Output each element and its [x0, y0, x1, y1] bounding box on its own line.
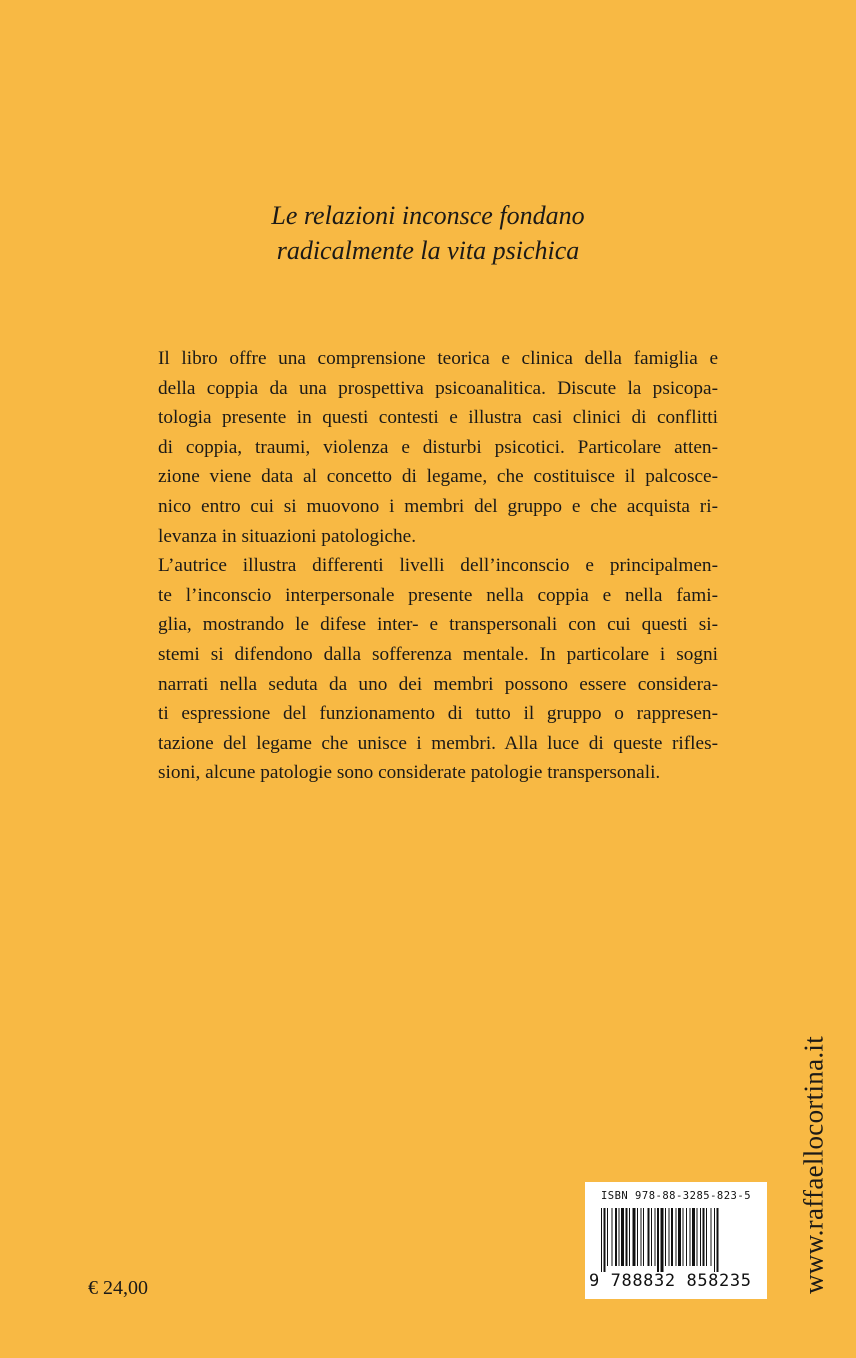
- description-line: zione viene data al concetto di legame, che costituisce il palcosce-: [158, 466, 718, 488]
- description-line: narrati nella seduta da uno dei membri possono essere considera-: [158, 673, 718, 695]
- description-line: tologia presente in questi contesti e illustra casi clinici di conflitti: [158, 407, 718, 429]
- isbn-barcode-block: [585, 1182, 767, 1299]
- barcode-icon: [601, 1208, 751, 1272]
- description-line: della coppia da una prospettiva psicoanalitica. Discute la psicopa-: [158, 377, 718, 399]
- publisher-website: [797, 1030, 831, 1300]
- description-line: L’autrice illustra differenti livelli dell’inconscio e principalmen-: [158, 555, 718, 577]
- barcode-number: 9 788832 858235: [589, 1271, 752, 1291]
- description-line: sioni, alcune patologie sono considerate patologie transpersonali.: [158, 762, 661, 784]
- description-line: nico entro cui si muovono i membri del gruppo e che acquista ri-: [158, 495, 718, 517]
- description-line: ti espressione del funzionamento di tutto il gruppo o rappresen-: [158, 703, 718, 725]
- tagline-line-2: radicalmente la vita psichica: [276, 236, 580, 265]
- publisher-website-text: www.raffaellocortina.it: [798, 1035, 829, 1295]
- description-line: di coppia, traumi, violenza e disturbi psicotici. Particolare atten-: [158, 436, 718, 458]
- tagline-line-1: Le relazioni inconsce fondano: [271, 201, 585, 230]
- back-cover-tagline: [0, 198, 856, 268]
- price-label: € 24,00: [88, 1277, 148, 1299]
- description-line: tazione del legame che unisce i membri. Alla luce di queste rifles-: [158, 732, 718, 754]
- description-line: stemi si difendono dalla sofferenza mentale. In particolare i sogni: [158, 643, 718, 665]
- description-line: glia, mostrando le difese inter- e transpersonali con cui questi si-: [158, 614, 718, 636]
- description-line: te l’inconscio interpersonale presente nella coppia e nella fami-: [158, 584, 718, 606]
- book-description: [158, 344, 718, 788]
- description-line: Il libro offre una comprensione teorica e clinica della famiglia e: [158, 348, 718, 369]
- description-line: levanza in situazioni patologiche.: [158, 525, 417, 547]
- isbn-label: ISBN 978-88-3285-823-5: [600, 1190, 752, 1202]
